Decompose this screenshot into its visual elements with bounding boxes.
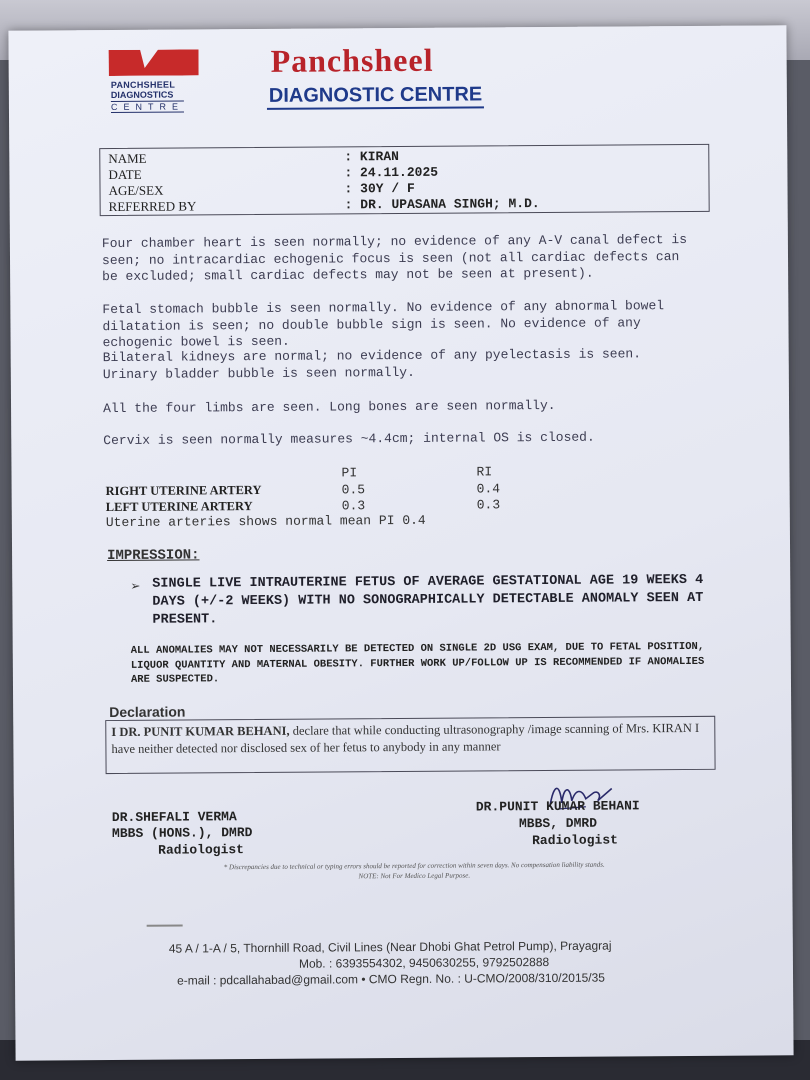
doppler-row-ri: 0.4 bbox=[476, 481, 501, 497]
doppler-header-pi: PI bbox=[341, 465, 358, 481]
brand-name: Panchsheel bbox=[270, 41, 434, 79]
declaration-text bbox=[111, 720, 709, 758]
date-label: DATE bbox=[108, 166, 142, 183]
doppler-note: Uterine arteries shows normal mean PI 0.4 bbox=[105, 512, 426, 531]
declaration-title: Declaration bbox=[109, 703, 186, 721]
referred-value: : DR. UPASANA SINGH; M.D. bbox=[344, 196, 540, 213]
date-value: : 24.11.2025 bbox=[344, 164, 439, 181]
logo-text-line2: DIAGNOSTICS bbox=[110, 89, 174, 101]
footer-address: 45 A / 1-A / 5, Thornhill Road, Civil Lines (Near Dhobi Ghat Petrol Pump), Prayagraj bbox=[168, 938, 612, 956]
doppler-row-label: RIGHT UTERINE ARTERY bbox=[105, 482, 262, 499]
bullet-arrow-icon: ➢ bbox=[130, 578, 141, 593]
footer-email: e-mail : pdcallahabad@gmail.com • CMO Regn. No. : U-CMO/2008/310/2015/35 bbox=[177, 970, 606, 988]
logo-text-line1: PANCHSHEEL bbox=[110, 79, 176, 91]
doppler-row-pi: 0.5 bbox=[341, 482, 366, 498]
patient-info-box bbox=[99, 144, 709, 216]
brand-subtitle: DIAGNOSTIC CENTRE bbox=[267, 83, 485, 110]
signatory-right-title: Radiologist bbox=[532, 832, 618, 849]
divider-dash bbox=[147, 925, 183, 927]
finding-limbs: All the four limbs are seen. Long bones are seen normally. bbox=[103, 397, 556, 417]
doppler-row-label: LEFT UTERINE ARTERY bbox=[105, 499, 253, 515]
logo-mark-icon bbox=[109, 49, 199, 76]
declaration-body: declare that while conducting ultrasonography /image scanning of Mrs. KIRAN I have neither detected nor disclosed sex of her fetus to anybody in any manner bbox=[111, 720, 700, 757]
signatory-right-name: DR.PUNIT KUMAR BEHANI bbox=[475, 798, 640, 815]
name-label: NAME bbox=[108, 150, 147, 167]
signatory-right-qualification: MBBS, DMRD bbox=[518, 815, 598, 832]
finding-kidneys: Bilateral kidneys are normal; no evidence of any pyelectasis is seen. Urinary bladder bubble is seen normally. bbox=[102, 346, 642, 382]
name-value: : KIRAN bbox=[344, 149, 399, 165]
finding-heart: Four chamber heart is seen normally; no evidence of any A-V canal defect is seen; no intracardiac echogenic focus is seen (not all cardiac defects can be excluded; small cardiac defects may not be seen at present). bbox=[101, 231, 688, 285]
footnote-line2: NOTE: Not For Medico Legal Purpose. bbox=[358, 871, 471, 881]
logo-text-line3: CENTRE bbox=[110, 101, 184, 113]
finding-stomach: Fetal stomach bubble is seen normally. No evidence of any abnormal bowel dilatation is seen; no double bubble sign is seen. No evidence of any echogenic bowel is seen. bbox=[102, 298, 665, 351]
anomaly-caution-note: ALL ANOMALIES MAY NOT NECESSARILY BE DETECTED ON SINGLE 2D USG EXAM, DUE TO FETAL POSITION, LIQUOR QUANTITY AND MATERNAL OBESITY. FURTHER WORK UP/FOLLOW UP IS RECOMMENDED IF ANOMALIES ARE SUSPECTED. bbox=[130, 640, 705, 686]
age-label: AGE/SEX bbox=[108, 182, 164, 199]
age-value: : 30Y / F bbox=[344, 180, 415, 197]
doppler-header-ri: RI bbox=[476, 464, 493, 480]
declaration-doctor-name: I DR. PUNIT KUMAR BEHANI, bbox=[111, 723, 290, 740]
report-page bbox=[8, 25, 793, 1060]
finding-cervix: Cervix is seen normally measures ~4.4cm; internal OS is closed. bbox=[103, 429, 595, 449]
footnote-line1: * Discrepancies due to technical or typing errors should be reported for correction within seven days. No compensation liability stands. bbox=[223, 860, 605, 872]
clinic-logo bbox=[109, 49, 207, 112]
signatory-left-title: Radiologist bbox=[158, 842, 245, 858]
disclaimer-footnote bbox=[164, 859, 664, 882]
footer-mobile: Mob. : 6393554302, 9450630255, 9792502888 bbox=[298, 954, 550, 971]
impression-text: SINGLE LIVE INTRAUTERINE FETUS OF AVERAGE GESTATIONAL AGE 19 WEEKS 4 DAYS (+/-2 WEEKS) WITH NO SONOGRAPHICALLY DETECTABLE ANOMALY SEEN AT PRESENT. bbox=[152, 572, 704, 628]
signatory-left-name: DR.SHEFALI VERMA bbox=[111, 809, 237, 826]
impression-heading: IMPRESSION: bbox=[107, 547, 200, 565]
doppler-row-ri: 0.3 bbox=[476, 497, 501, 513]
signatory-left-qualification: MBBS (HONS.), DMRD bbox=[111, 825, 253, 842]
referred-label: REFERRED BY bbox=[108, 198, 197, 215]
doppler-row-pi: 0.3 bbox=[341, 498, 366, 514]
